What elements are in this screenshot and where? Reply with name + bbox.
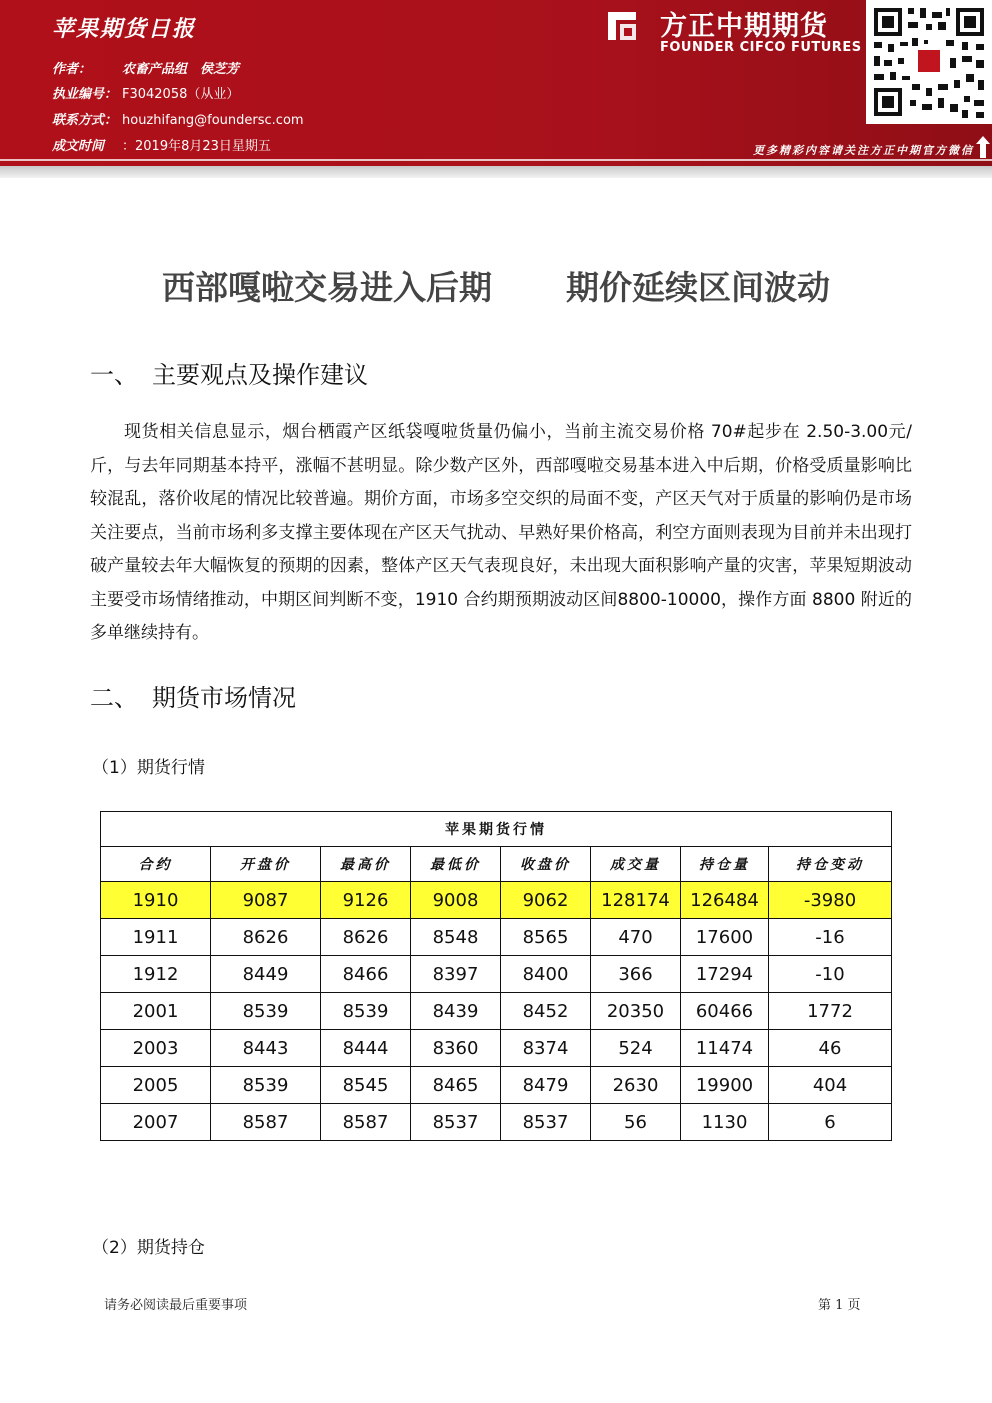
header-banner <box>0 0 992 166</box>
table-cell: -3980 <box>769 882 892 919</box>
table-cell: 11474 <box>681 1030 769 1067</box>
table-row <box>101 1030 892 1067</box>
meta-email-link[interactable]: houzhifang@foundersc.com <box>122 113 304 128</box>
page-number: 第 1 页 <box>818 1298 861 1313</box>
table-cell: 20350 <box>591 993 681 1030</box>
subheading-futures-quotes: （1）期货行情 <box>92 758 205 778</box>
table-cell: 56 <box>591 1104 681 1141</box>
table-cell: 8539 <box>211 1067 321 1104</box>
arrow-up-icon <box>976 136 990 158</box>
column-header: 最低价 <box>411 847 501 882</box>
table-cell: 1910 <box>101 882 211 919</box>
brand-name-en: FOUNDER CIFCO FUTURES <box>660 40 862 55</box>
section-heading-1 <box>90 355 368 390</box>
table-row <box>101 993 892 1030</box>
table-row <box>101 1067 892 1104</box>
table-cell: 8443 <box>211 1030 321 1067</box>
table-cell: 8565 <box>501 919 591 956</box>
table-cell: 8626 <box>211 919 321 956</box>
column-header: 持仓量 <box>681 847 769 882</box>
table-cell: 9126 <box>321 882 411 919</box>
table-cell: 470 <box>591 919 681 956</box>
column-header: 持仓变动 <box>769 847 892 882</box>
table-cell: 17294 <box>681 956 769 993</box>
table-cell: 2007 <box>101 1104 211 1141</box>
table-cell: 9008 <box>411 882 501 919</box>
qr-code-icon[interactable] <box>866 0 992 124</box>
meta-license <box>52 83 239 102</box>
column-header: 合约 <box>101 847 211 882</box>
table-cell: 1911 <box>101 919 211 956</box>
table-cell: 8452 <box>501 993 591 1030</box>
table-cell: 1772 <box>769 993 892 1030</box>
table-row <box>101 919 892 956</box>
table-cell: 8479 <box>501 1067 591 1104</box>
title-left: 西部嘎啦交易进入后期 <box>162 268 492 307</box>
section-body-paragraph: 现货相关信息显示，烟台栖霞产区纸袋嘎啦货量仍偏小，当前主流交易价格 70#起步在 2.50-3.00元/斤，与去年同期基本持平，涨幅不甚明显。除少数产区外，西部嘎啦交易基本进入中后期，价格受质量影响比较混乱，落价收尾的情况比较普遍。期价方面，市场多空交织的局面不变，产区天气对于质量的影响仍是市场关注要点，当前市场利多支撑主要体现在产区天气扰动、早熟好果价格高，利空方面则表现为目前并未出现打破产量较去年大幅恢复的预期的因素，整体产区天气表现良好，未出现大面积影响产量的灾害，苹果短期波动主要受市场情绪推动，中期区间判断不变，1910 合约期预期波动区间8800-10000，操作方面 8800 附近的多单继续持有。 <box>90 422 912 643</box>
brand-logo-icon <box>604 8 640 44</box>
brand-name-cn: 方正中期期货 <box>660 11 828 42</box>
table-cell: 128174 <box>591 882 681 919</box>
table-cell: 6 <box>769 1104 892 1141</box>
table-cell: 8537 <box>501 1104 591 1141</box>
table-cell: 8465 <box>411 1067 501 1104</box>
table-cell: 2001 <box>101 993 211 1030</box>
table-cell: 8400 <box>501 956 591 993</box>
meta-label: 作者： <box>52 62 92 77</box>
table-cell: 8374 <box>501 1030 591 1067</box>
table-cell: 17600 <box>681 919 769 956</box>
column-header: 收盘价 <box>501 847 591 882</box>
subheading-futures-positions: （2）期货持仓 <box>92 1238 205 1258</box>
table-cell: 8539 <box>211 993 321 1030</box>
table-cell: 8439 <box>411 993 501 1030</box>
table-cell: -10 <box>769 956 892 993</box>
table-cell: 2005 <box>101 1067 211 1104</box>
section-title: 主要观点及操作建议 <box>152 361 368 389</box>
table-cell: 366 <box>591 956 681 993</box>
report-title: 苹果期货日报 <box>52 16 197 42</box>
divider <box>0 159 992 161</box>
table-cell: 8587 <box>211 1104 321 1141</box>
column-header: 开盘价 <box>211 847 321 882</box>
meta-contact <box>52 109 304 128</box>
section-number: 二、 <box>90 684 138 712</box>
footer-notice: 请务必阅读最后重要事项 <box>104 1298 248 1313</box>
table-row-highlighted <box>101 882 892 919</box>
column-header: 成交量 <box>591 847 681 882</box>
column-header: 最高价 <box>321 847 411 882</box>
meta-author <box>52 58 239 77</box>
table-cell: 8466 <box>321 956 411 993</box>
table-cell: 8548 <box>411 919 501 956</box>
table-cell: 8545 <box>321 1067 411 1104</box>
section-title: 期货市场情况 <box>152 684 296 712</box>
meta-value: 农畜产品组 侯芝芳 <box>122 62 240 77</box>
title-right: 期价延续区间波动 <box>566 268 830 307</box>
table-cell: 524 <box>591 1030 681 1067</box>
section-heading-2 <box>90 678 296 713</box>
table-row <box>101 956 892 993</box>
document-title <box>0 262 992 309</box>
table-cell: 8397 <box>411 956 501 993</box>
table-cell: 126484 <box>681 882 769 919</box>
table-cell: 8444 <box>321 1030 411 1067</box>
table-header-row <box>101 847 892 882</box>
meta-label: 联系方式： <box>52 113 118 128</box>
table-caption: 苹果期货行情 <box>101 812 892 847</box>
table-cell: 8539 <box>321 993 411 1030</box>
table-cell: 8587 <box>321 1104 411 1141</box>
meta-label: 成文时间 <box>52 139 105 154</box>
table-cell: 2630 <box>591 1067 681 1104</box>
table-cell: 9062 <box>501 882 591 919</box>
table-cell: 2003 <box>101 1030 211 1067</box>
section-number: 一、 <box>90 361 138 389</box>
meta-value: F3042058（从业） <box>122 87 240 102</box>
promo-text: 更多精彩内容请关注方正中期官方微信 <box>753 144 974 157</box>
table-cell: -16 <box>769 919 892 956</box>
header-shadow-strip <box>0 166 992 178</box>
table-cell: 8537 <box>411 1104 501 1141</box>
table-cell: 19900 <box>681 1067 769 1104</box>
table-cell: 9087 <box>211 882 321 919</box>
meta-label: 执业编号： <box>52 87 118 102</box>
table-cell: 8360 <box>411 1030 501 1067</box>
table-cell: 60466 <box>681 993 769 1030</box>
meta-date <box>52 135 271 154</box>
table-cell: 46 <box>769 1030 892 1067</box>
table-cell: 404 <box>769 1067 892 1104</box>
futures-quote-table <box>100 811 892 1141</box>
table-cell: 1130 <box>681 1104 769 1141</box>
table-cell: 8449 <box>211 956 321 993</box>
table-cell: 1912 <box>101 956 211 993</box>
meta-value: ：2019年8月23日星期五 <box>122 139 271 154</box>
table-row <box>101 1104 892 1141</box>
table-cell: 8626 <box>321 919 411 956</box>
